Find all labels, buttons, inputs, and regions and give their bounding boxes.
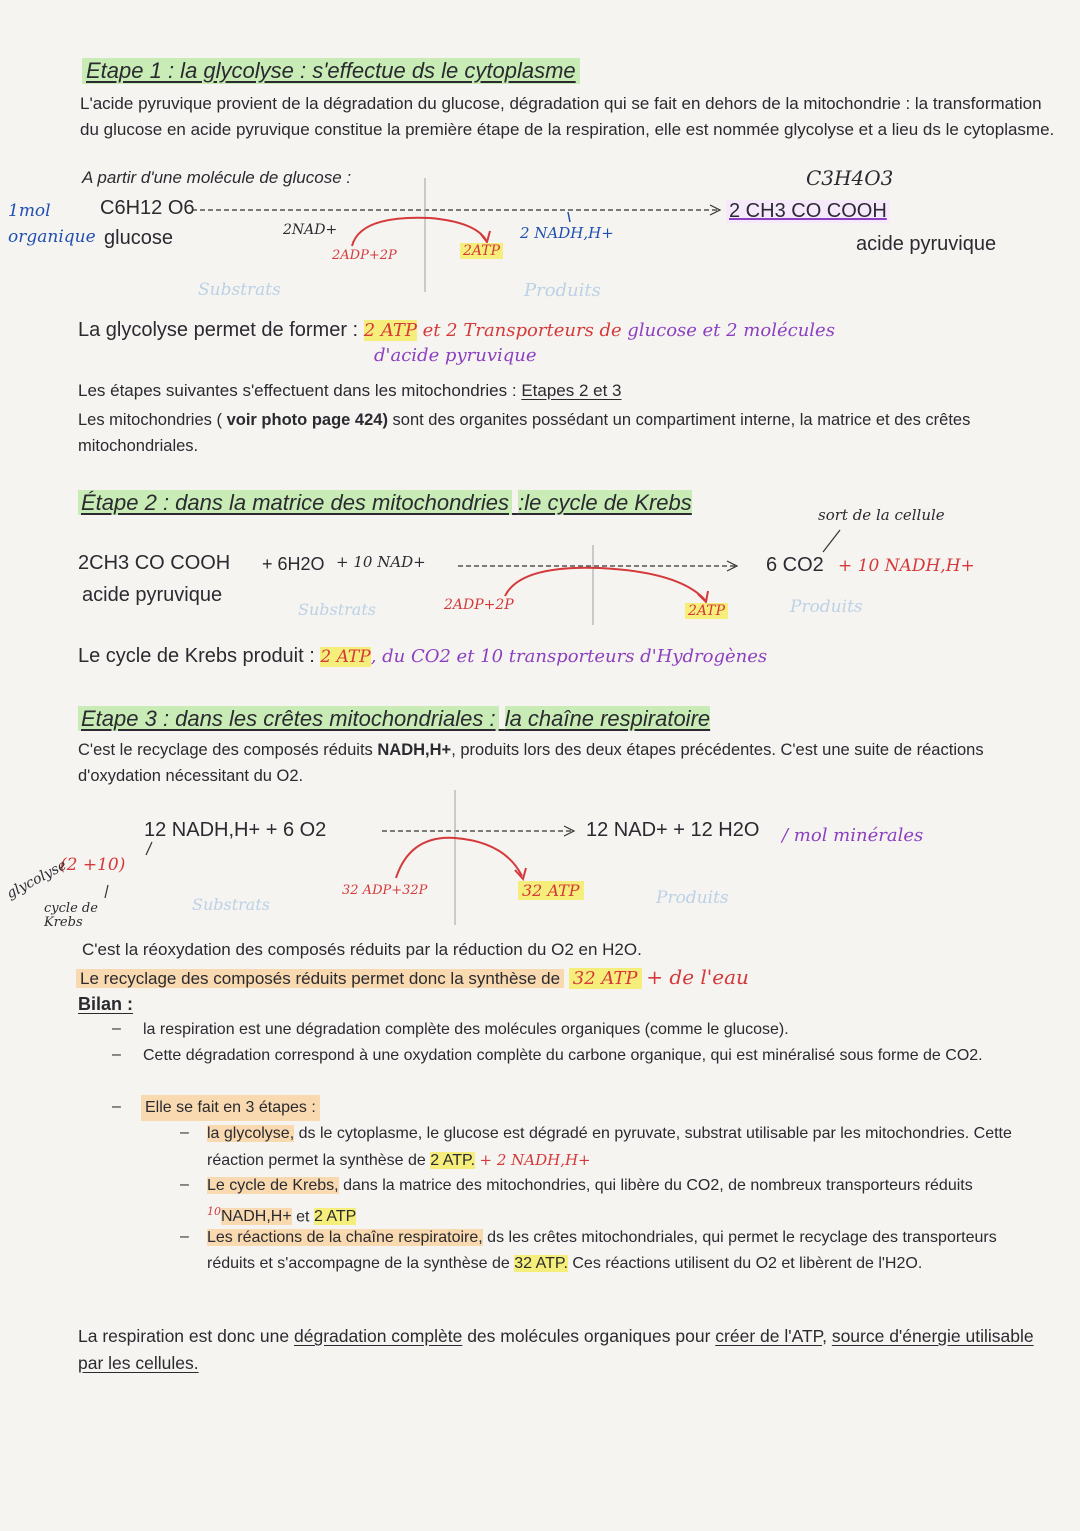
etape1-intro: L'acide pyruvique provient de la dégradation du glucose, dégradation qui se fait en dehors de la mitochondrie : la transformation du glucose en acide pyruvique constitue la première étape de la respiration, elle est nommée glycolyse et a lieu ds le cytoplasme.: [80, 94, 1055, 139]
conclusion-u3: source d'énergie utilisable par les cellules.: [78, 1326, 1034, 1373]
etape3-intro-a: C'est le recyclage des composés réduits: [78, 741, 373, 759]
etape2-coupling-arrow: [505, 568, 705, 600]
etape1-substrate-name: glucose: [104, 227, 173, 249]
bilan-sub-dash-2: –: [180, 1176, 189, 1193]
bilan-sub3-name: Les réactions de la chaîne respiratoire,: [207, 1229, 483, 1246]
etape1-result-glucose: glucose: [627, 320, 697, 341]
etape3-label-substrats: Substrats: [192, 895, 270, 914]
etape3-note-right: / mol minérales: [782, 825, 924, 846]
etape1-from-molecule: A partir d'une molécule de glucose :: [82, 168, 352, 187]
mito-text-b: sont des organites possédant un compartiment interne, la matrice et des crêtes mitochondriales.: [78, 411, 971, 455]
etape3-product: 12 NAD+ + 12 H2O: [586, 819, 760, 841]
bilan-sub2-nadh: NADH,H+: [221, 1208, 292, 1226]
bilan-dash-3: –: [112, 1098, 121, 1115]
etape2-substrate-name: acide pyruvique: [82, 584, 223, 606]
bilan-sub2-name: Le cycle de Krebs,: [207, 1177, 339, 1194]
etape2-title-b: :le cycle de Krebs: [518, 490, 692, 515]
etape2-note-top: sort de la cellule: [818, 506, 945, 524]
etape1-coupling-arrow: [352, 218, 486, 246]
bilan-sub-2: [207, 1173, 1027, 1230]
etape3-adp-in: 32 ADP+32P: [342, 883, 428, 898]
bilan-sub1-text: ds le cytoplasme, le glucose est dégradé en pyruvate, substrat utilisable par les mitochondries. Cette réaction permet la synthèse de: [207, 1125, 1012, 1169]
mito-text-bold: voir photo page 424): [226, 411, 388, 429]
etape2-plus-water: + 6H2O: [262, 554, 325, 574]
etape1-product-hand-formula: C3H4O3: [806, 166, 894, 190]
etape1-label-produits: Produits: [524, 280, 601, 301]
etape2-product-co2: 6 CO2: [766, 554, 824, 576]
bilan-sub-dash-1: –: [180, 1124, 189, 1141]
bilan-sub1-name: la glycolyse,: [207, 1125, 295, 1142]
conclusion-u2: créer de l'ATP: [715, 1326, 823, 1346]
bilan-sub2-text: dans la matrice des mitochondries, qui libère du CO2, de nombreux transporteurs réduits: [343, 1177, 973, 1194]
bilan-sub3-atp: 32 ATP.: [514, 1255, 568, 1272]
etape1-nadh-out: 2 NADH,H+: [520, 224, 614, 242]
etape2-title-a: Étape 2 : dans la matrice des mitochondries: [78, 490, 512, 515]
mito-text-a: Les mitochondries (: [78, 411, 222, 429]
etape1-result-atp: 2 ATP: [363, 320, 417, 341]
etape2-substrate: 2CH3 CO COOH: [78, 552, 231, 574]
bilan-sub-dash-3: –: [180, 1228, 189, 1245]
conclusion-middle: des molécules organiques pour: [467, 1326, 711, 1346]
etape1-result-line2: d'acide pyruvique: [374, 345, 537, 366]
etape1-product-formula: 2 CH3 CO COOH: [726, 200, 890, 223]
bilan-sub1-atp: 2 ATP.: [430, 1152, 476, 1169]
etape1-coupling-arrowhead: [480, 231, 490, 242]
etape3-intro-b: , produits lors des deux étapes précédentes. C'est une suite de réactions d'oxydation nécessitant du O2.: [78, 741, 984, 785]
etape3-note-krebs: cycle de Krebs: [44, 901, 98, 930]
etape1-atp-out: 2ATP: [460, 243, 503, 259]
bilan-title-text: Bilan: [78, 994, 123, 1014]
etape3-sum-arrow: [146, 842, 152, 855]
etape3-substrate: 12 NADH,H+ + 6 O2: [144, 819, 327, 841]
bilan-sub2-and: et: [296, 1208, 310, 1226]
etape2-sort-arrow: [823, 530, 840, 552]
etape2-label-substrats: Substrats: [298, 600, 376, 619]
etape2-result-atp: 2 ATP: [320, 647, 371, 667]
etape2-adp-in: 2ADP+2P: [444, 597, 514, 613]
conclusion: [78, 1323, 1053, 1377]
conclusion-prefix: La respiration est donc une: [78, 1326, 290, 1346]
etape1-result-prefix: La glycolyse permet de former :: [78, 319, 359, 341]
etape2-atp-out: 2ATP: [685, 603, 728, 619]
next-steps-prefix: Les étapes suivantes s'effectuent dans les mitochondries :: [78, 381, 517, 400]
bilan-title: Bilan :: [78, 994, 134, 1014]
etape3-intro-bold: NADH,H+: [377, 741, 452, 759]
etape1-nadh-arrow: [568, 212, 570, 222]
etape1-nad-in: 2NAD+: [283, 222, 338, 238]
etape2-result-prefix: Le cycle de Krebs produit :: [78, 645, 315, 667]
next-steps-link: Etapes 2 et 3: [521, 381, 622, 400]
etape1-result-mid: et 2 Transporteurs de: [422, 320, 622, 341]
etape2-result-co2: , du CO2: [370, 646, 451, 667]
bilan-sub3-text-b: Ces réactions utilisent du O2 et libèrent de l'H2O.: [572, 1255, 923, 1272]
bilan-sub3-text-a: ds les crêtes mitochondriales, qui permet le recyclage des transporteurs réduits et s'accompagne de la synthèse de: [207, 1229, 997, 1272]
conclusion-u1: dégradation complète: [294, 1326, 463, 1346]
etape2-label-produits: Produits: [790, 597, 863, 617]
bilan-dash-2: –: [112, 1046, 121, 1063]
bilan-item-3: Elle se fait en 3 étapes :: [141, 1095, 320, 1121]
etape3-label-produits: Produits: [656, 888, 729, 908]
bilan-sub1-hand: + 2 NADH,H+: [479, 1151, 591, 1169]
bilan-sub2-hand-num: 10: [207, 1205, 221, 1218]
etape2-product-nadh: + 10 NADH,H+: [838, 556, 975, 576]
etape3-coupling-arrow: [396, 838, 522, 878]
etape1-adp-in: 2ADP+2P: [332, 248, 397, 263]
etape1-title: Etape 1 : la glycolyse : s'effectue ds le cytoplasme: [82, 58, 580, 84]
bilan-item-2: Cette dégradation correspond à une oxydation complète du carbone organique, qui est minéralisé sous forme de CO2.: [143, 1047, 983, 1064]
etape3-reox: C'est la réoxydation des composés réduits par la réduction du O2 en H2O.: [82, 940, 642, 959]
etape2-result-rest: et 10 transporteurs d'Hydrogènes: [456, 646, 768, 667]
etape3-title-b: la chaîne respiratoire: [504, 706, 711, 731]
etape3-note-glycolyse: glycolyse: [4, 857, 70, 903]
etape3-atp-out: 32 ATP: [518, 881, 584, 900]
bilan-dash-1: –: [112, 1020, 121, 1037]
bilan-sub2-atp: 2 ATP: [313, 1208, 357, 1226]
conclusion-comma: ,: [822, 1326, 827, 1346]
etape3-title-a: Etape 3 : dans les crêtes mitochondriales :: [78, 706, 499, 731]
etape1-product-name: acide pyruvique: [856, 233, 997, 255]
etape3-recycling-water: + de l'eau: [646, 965, 749, 989]
etape3-note-sum: (2 +10): [60, 855, 126, 875]
bilan-item-1: la respiration est une dégradation complète des molécules organiques (comme le glucose).: [143, 1021, 789, 1038]
etape3-krebs-arrow: [105, 885, 108, 898]
etape3-recycling-atp: 32 ATP: [569, 968, 642, 989]
etape2-plus-nad: + 10 NAD+: [336, 553, 426, 571]
bilan-sub-3: [207, 1225, 1037, 1277]
etape1-label-substrats: Substrats: [198, 280, 281, 300]
etape1-result-end: et 2 molécules: [702, 320, 835, 341]
etape3-recycling: Le recyclage des composés réduits permet donc la synthèse de: [76, 969, 564, 988]
etape1-note-left: 1mol organique: [8, 201, 96, 247]
etape1-substrate-formula: C6H12 O6: [100, 197, 195, 219]
bilan-sub-1: [207, 1121, 1027, 1174]
